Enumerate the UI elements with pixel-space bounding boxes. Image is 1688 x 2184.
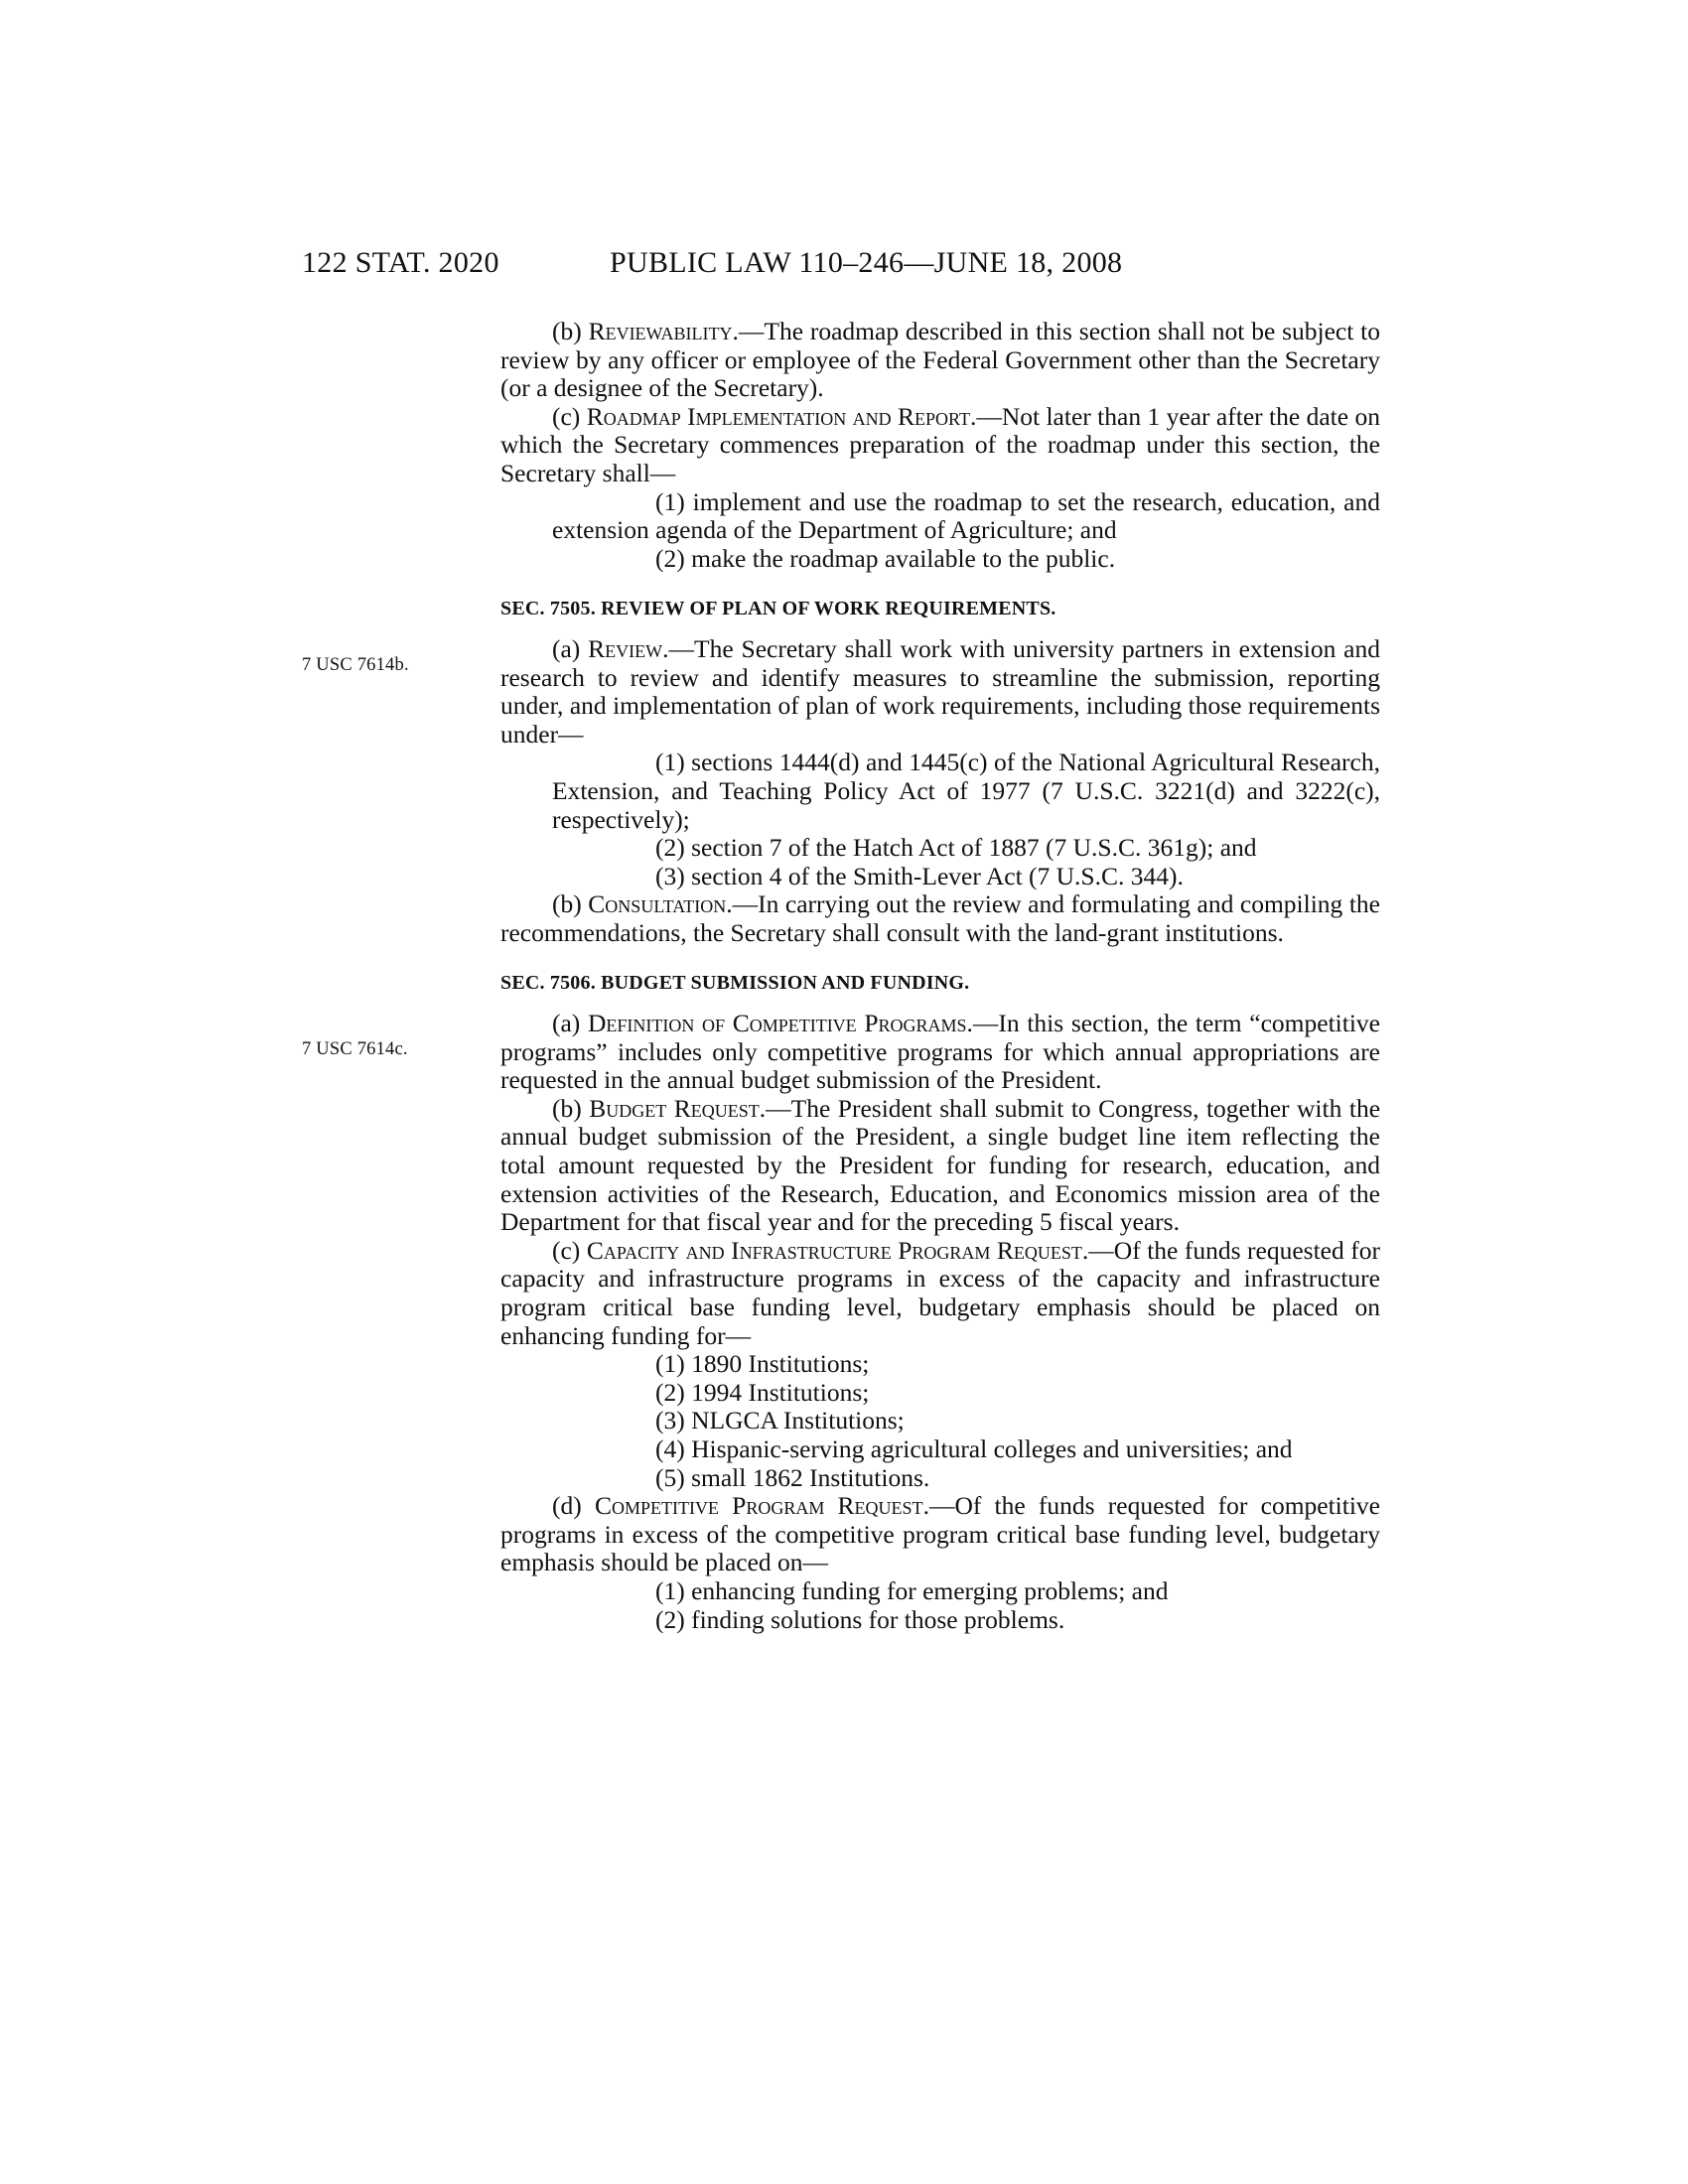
clause-c3-nlgca: (3) NLGCA Institutions; [655, 1406, 905, 1435]
paragraph-c-roadmap [500, 403, 1380, 488]
paragraph-heading: Reviewability [588, 317, 733, 345]
paragraph-d-competitive [500, 1492, 1380, 1577]
page-title: PUBLIC LAW 110–246—JUNE 18, 2008 [610, 246, 1123, 279]
clause-a2: (2) section 7 of the Hatch Act of 1887 (7 U.S.C. 361g); and [655, 833, 1257, 863]
section-heading-7506: SEC. 7506. BUDGET SUBMISSION AND FUNDING. [500, 972, 970, 995]
paragraph-a-review [500, 635, 1380, 749]
paragraph-text: .—Of the funds requested for competitive programs in excess of the competitive program critical base funding level, budgetary emphasis should be placed on— [500, 1491, 1381, 1577]
stat-citation: 122 STAT. 2020 [302, 246, 499, 279]
clause-a3: (3) section 4 of the Smith-Lever Act (7 U.S.C. 344). [655, 861, 1184, 890]
clause-c5-small-1862: (5) small 1862 Institutions. [655, 1462, 930, 1492]
margin-note-usc-7614b: 7 USC 7614b. [302, 655, 409, 675]
clause-c1: (1) implement and use the roadmap to set the research, education, and extension agenda of the Department of Agriculture; and [552, 486, 1380, 545]
paragraph-heading: Consultation [588, 889, 727, 919]
paragraph-heading: Budget Request [589, 1093, 760, 1123]
clause-c2-1994: (2) 1994 Institutions; [655, 1377, 870, 1407]
paragraph-label: (c) [552, 1235, 587, 1265]
paragraph-text: .—In carrying out the review and formulating and compiling the recommendations, the Secretary shall consult with the land-grant institutions. [500, 889, 1380, 947]
paragraph-a-definition [500, 1010, 1380, 1095]
section-heading-7505: SEC. 7505. REVIEW OF PLAN OF WORK REQUIREMENTS. [500, 598, 1056, 620]
clause-d1: (1) enhancing funding for emerging problems; and [655, 1575, 1169, 1605]
paragraph-b-budget-request [500, 1095, 1380, 1237]
paragraph-heading: Competitive Program Request [594, 1491, 923, 1521]
paragraph-heading: Capacity and Infrastructure Program Request [586, 1235, 1082, 1265]
paragraph-heading: Definition of Competitive Programs [587, 1009, 967, 1038]
page-header [302, 246, 1386, 286]
paragraph-label: (c) [552, 401, 587, 431]
paragraph-b-consultation [500, 890, 1380, 947]
paragraph-label: (d) [552, 1491, 595, 1521]
paragraph-label: (b) [552, 1093, 590, 1123]
paragraph-text: .—The President shall submit to Congress, together with the annual budget submission of the President, a single budget line item reflecting the total amount requested by the President for funding for research, education, and extension activities of the Research, Education, and Economics mission area of the Department for that fiscal year and for the preceding 5 fiscal years. [500, 1093, 1381, 1237]
paragraph-b-reviewability [500, 318, 1380, 403]
clause-a1: (1) sections 1444(d) and 1445(c) of the National Agricultural Research, Extension, and Teaching Policy Act of 1977 (7 U.S.C. 3221(d) and 3222(c), respectively); [552, 748, 1380, 834]
paragraph-text: .—Not later than 1 year after the date on which the Secretary commences preparation of the roadmap under this section, the Secretary shall— [500, 401, 1380, 487]
paragraph-label: (b) [552, 889, 589, 919]
clause-c1-1890: (1) 1890 Institutions; [655, 1349, 870, 1379]
margin-note-usc-7614c: 7 USC 7614c. [302, 1039, 408, 1059]
paragraph-text: .—Of the funds requested for capacity and infrastructure programs in excess of the capacity and infrastructure program critical base funding level, budgetary emphasis should be placed on enhancing funding for— [500, 1235, 1380, 1350]
paragraph-text: .—The roadmap described in this section shall not be subject to review by any officer or employee of the Federal Government other than the Secretary (or a designee of the Secretary). [500, 317, 1380, 403]
paragraph-label: (b) [552, 317, 589, 345]
paragraph-heading: Review [588, 633, 663, 663]
paragraph-label: (a) [552, 1009, 588, 1038]
paragraph-text: .—The Secretary shall work with university partners in extension and research to review and identify measures to streamline the submission, reporting under, and implementation of plan of work requirements, including those requirements under— [500, 633, 1380, 749]
clause-d2: (2) finding solutions for those problems. [655, 1604, 1065, 1634]
clause-c4-hispanic: (4) Hispanic-serving agricultural colleges and universities; and [655, 1433, 1293, 1463]
paragraph-c-capacity [500, 1237, 1380, 1350]
body-text [500, 318, 1380, 1634]
paragraph-label: (a) [552, 633, 589, 663]
clause-c2: (2) make the roadmap available to the public. [655, 543, 1116, 573]
paragraph-heading: Roadmap Implementation and Report [586, 401, 970, 431]
paragraph-text: .—In this section, the term “competitive programs” includes only competitive programs for which annual appropriations are requested in the annual budget submission of the President. [500, 1009, 1380, 1095]
